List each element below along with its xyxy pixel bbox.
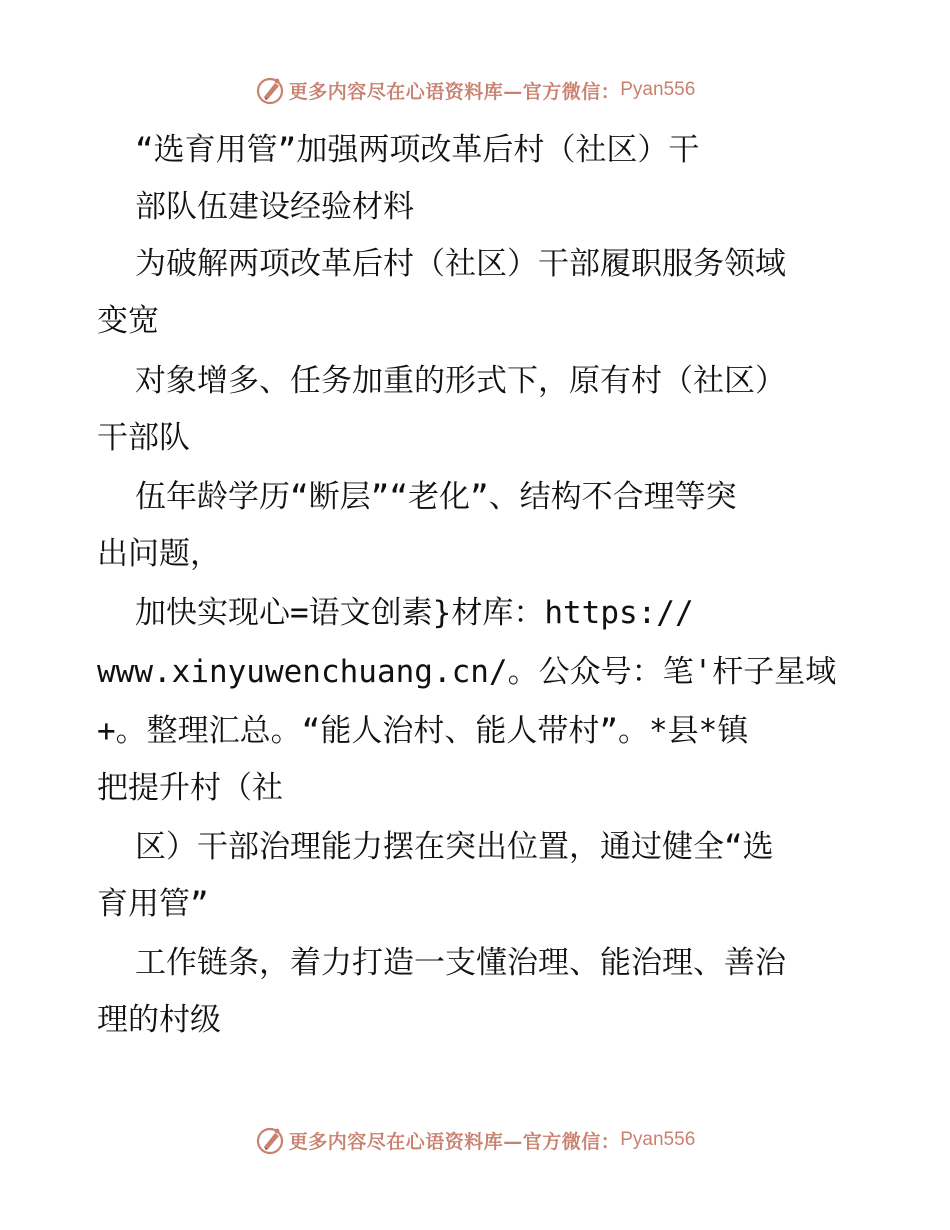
body-line: 把提升村（社: [97, 770, 283, 806]
body-line: 部队伍建设经验材料: [135, 189, 414, 225]
body-line: 区）干部治理能力摆在突出位置，通过健全“选: [135, 829, 774, 865]
body-line: +。整理汇总。“能人治村、能人带村”。*县*镇: [97, 713, 749, 749]
body-line: 干部队: [97, 420, 190, 456]
body-line: 理的村级: [97, 1002, 221, 1038]
body-line: 出问题，: [97, 536, 221, 572]
footer-watermark-id: Pyan556: [620, 1129, 696, 1150]
body-line: “选育用管”加强两项改革后村（社区）干: [135, 132, 700, 168]
footer-watermark-text: 更多内容尽在心语资料库—官方微信：: [288, 1130, 621, 1153]
pen-logo-icon: [255, 1125, 285, 1155]
header-watermark-banner: [0, 70, 950, 110]
body-line: 变宽: [97, 303, 159, 339]
body-line: 对象增多、任务加重的形式下，原有村（社区）: [135, 363, 786, 399]
header-watermark-id: Pyan556: [620, 79, 696, 100]
pen-logo-icon: [255, 75, 285, 105]
body-line: 为破解两项改革后村（社区）干部履职服务领域: [135, 246, 786, 282]
footer-watermark-banner: [0, 1120, 950, 1160]
body-line: 加快实现心=语文创素}材库：https://: [135, 595, 694, 631]
body-line: www.xinyuwenchuang.cn/。公众号：笔'杆子星域: [97, 654, 837, 690]
header-watermark-text: 更多内容尽在心语资料库—官方微信：: [288, 80, 621, 103]
body-line: 伍年龄学历“断层”“老化”、结构不合理等突: [135, 479, 737, 515]
body-line: 工作链条，着力打造一支懂治理、能治理、善治: [135, 945, 786, 981]
body-line: 育用管”: [97, 886, 209, 922]
